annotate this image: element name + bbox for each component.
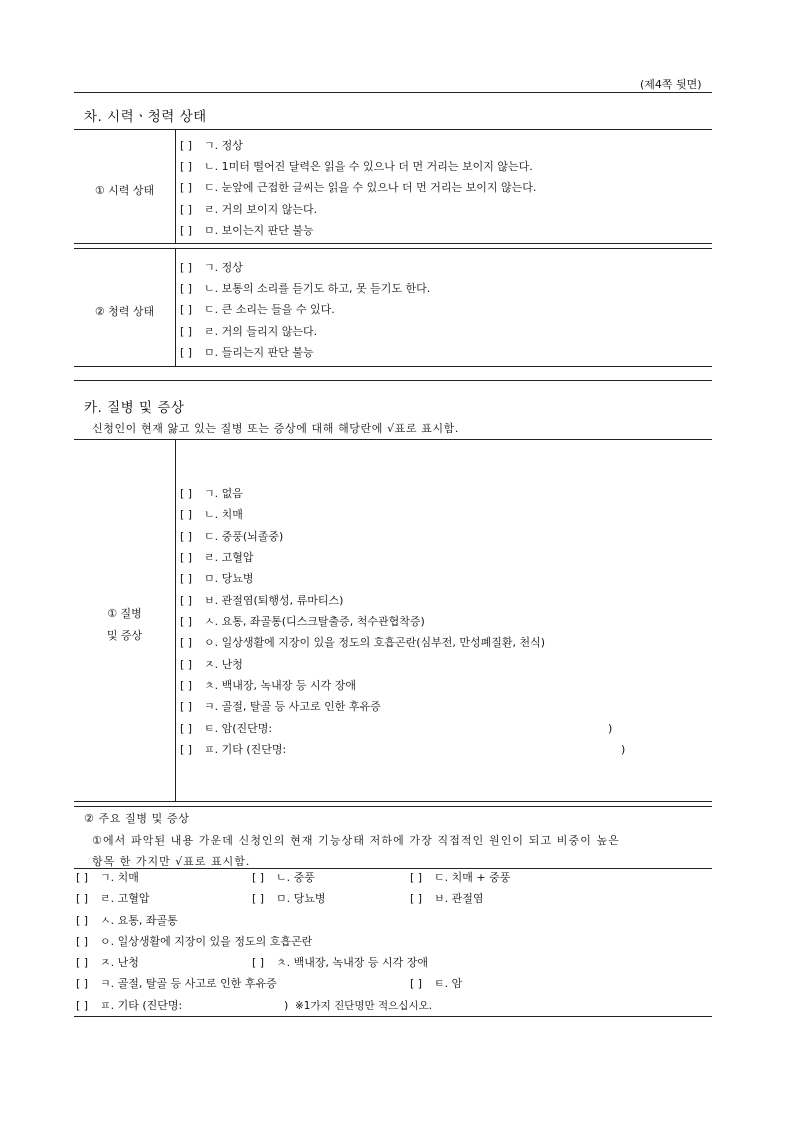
disease-option-cancer[interactable] — [180, 722, 272, 736]
option-label: ㅈ. 난청 — [204, 658, 243, 671]
checkbox[interactable]: [ ] — [180, 325, 193, 338]
disease-option[interactable] — [180, 658, 243, 672]
vision-option[interactable] — [180, 203, 317, 217]
disease-label: ① 질병 — [107, 607, 142, 620]
checkbox[interactable]: [ ] — [180, 530, 193, 543]
option-label: ㅅ. 요통, 좌골통 — [100, 914, 178, 927]
disease-option-other[interactable] — [180, 743, 286, 757]
column-divider — [175, 439, 176, 801]
main-option[interactable] — [410, 977, 462, 991]
option-label: ㅁ. 당뇨병 — [276, 892, 326, 905]
hearing-option[interactable] — [180, 325, 317, 339]
option-label: ㅁ. 들리는지 판단 불능 — [204, 346, 314, 359]
vision-option[interactable] — [180, 224, 314, 238]
option-label: ㅇ. 일상생활에 지장이 있을 정도의 호흡곤란 — [100, 935, 313, 948]
divider — [74, 366, 712, 367]
checkbox[interactable]: [ ] — [180, 487, 193, 500]
option-label: ㅋ. 골절, 탈골 등 사고로 인한 후유증 — [100, 977, 277, 990]
main-option[interactable] — [410, 892, 484, 906]
checkbox[interactable]: [ ] — [180, 181, 193, 194]
checkbox[interactable]: [ ] — [76, 935, 89, 948]
main-option[interactable] — [252, 871, 315, 885]
checkbox[interactable]: [ ] — [180, 160, 193, 173]
main-option-other[interactable] — [76, 999, 182, 1013]
option-label: ㅌ. 암 — [434, 977, 463, 990]
option-label: ㄹ. 고혈압 — [204, 551, 254, 564]
main-option[interactable] — [76, 871, 139, 885]
option-label: ㄱ. 없음 — [204, 487, 243, 500]
section-title-cha: 차. 시력ㆍ청력 상태 — [84, 109, 207, 125]
checkbox[interactable]: [ ] — [180, 346, 193, 359]
option-label: ㅁ. 당뇨병 — [204, 572, 254, 585]
divider — [74, 380, 712, 381]
checkbox[interactable]: [ ] — [180, 615, 193, 628]
checkbox[interactable]: [ ] — [76, 956, 89, 969]
vision-option[interactable] — [180, 181, 536, 195]
disease-option[interactable] — [180, 530, 283, 544]
checkbox[interactable]: [ ] — [76, 892, 89, 905]
option-label: ㅅ. 요통, 좌골통(디스크탈출증, 척수관협착증) — [204, 615, 425, 628]
vision-option[interactable] — [180, 160, 533, 174]
checkbox[interactable]: [ ] — [252, 956, 265, 969]
option-label: ㄷ. 치매 + 중풍 — [434, 871, 511, 884]
main-disease-instruction: 항목 한 가지만 √표로 표시함. — [92, 855, 251, 868]
checkbox[interactable]: [ ] — [76, 977, 89, 990]
main-option[interactable] — [252, 892, 326, 906]
option-label: ㄷ. 눈앞에 근접한 글씨는 읽을 수 있으나 더 먼 거리는 보이지 않는다. — [204, 181, 537, 194]
option-label: ㅊ. 백내장, 녹내장 등 시각 장애 — [276, 956, 428, 969]
checkbox[interactable]: [ ] — [180, 636, 193, 649]
column-divider — [175, 248, 176, 366]
main-option[interactable] — [76, 977, 277, 991]
option-label: ㄴ. 보통의 소리를 듣기도 하고, 못 듣기도 한다. — [204, 282, 431, 295]
option-label: ㅊ. 백내장, 녹내장 등 시각 장애 — [204, 679, 356, 692]
divider — [74, 248, 712, 249]
divider — [74, 806, 712, 807]
checkbox[interactable]: [ ] — [252, 892, 265, 905]
option-label: ㅂ. 관절염 — [434, 892, 484, 905]
hearing-option[interactable] — [180, 303, 335, 317]
hearing-option[interactable] — [180, 261, 243, 275]
option-label: ㅂ. 관절염(퇴행성, 류마티스) — [204, 594, 344, 607]
option-label: ㄷ. 큰 소리는 들을 수 있다. — [204, 303, 335, 316]
option-label: ㄱ. 정상 — [204, 139, 243, 152]
option-label: ㄹ. 거의 들리지 않는다. — [204, 325, 318, 338]
checkbox[interactable]: [ ] — [410, 977, 423, 990]
checkbox[interactable]: [ ] — [180, 679, 193, 692]
close-paren: ) — [608, 722, 613, 735]
vision-label: ① 시력 상태 — [94, 184, 155, 197]
disease-option[interactable] — [180, 615, 425, 629]
disease-option[interactable] — [180, 508, 243, 522]
checkbox[interactable]: [ ] — [76, 871, 89, 884]
divider — [74, 1016, 712, 1017]
option-label: ㄱ. 치매 — [100, 871, 139, 884]
divider — [74, 129, 712, 130]
hearing-option[interactable] — [180, 282, 430, 296]
checkbox[interactable]: [ ] — [180, 261, 193, 274]
checkbox[interactable]: [ ] — [252, 871, 265, 884]
column-divider — [175, 129, 176, 243]
close-paren: ) — [284, 999, 289, 1012]
option-label: ㅌ. 암(진단명: — [204, 722, 273, 735]
section-title-ka: 카. 질병 및 증상 — [84, 400, 185, 416]
disease-option[interactable] — [180, 572, 254, 586]
disease-option[interactable] — [180, 487, 243, 501]
checkbox[interactable]: [ ] — [180, 282, 193, 295]
main-option[interactable] — [410, 871, 510, 885]
main-disease-instruction: ①에서 파악된 내용 가운데 신청인의 현재 기능상태 저하에 가장 직접적인 원인이 되고 비중이 높은 — [92, 834, 621, 847]
option-label: ㅇ. 일상생활에 지장이 있을 정도의 호흡곤란(심부전, 만성폐질환, 천식) — [204, 636, 546, 649]
checkbox[interactable]: [ ] — [180, 743, 193, 756]
disease-option[interactable] — [180, 700, 381, 714]
checkbox[interactable]: [ ] — [410, 892, 423, 905]
main-option[interactable] — [76, 935, 312, 949]
divider — [74, 243, 712, 244]
disease-option[interactable] — [180, 679, 356, 693]
hearing-option[interactable] — [180, 346, 314, 360]
disease-option[interactable] — [180, 551, 254, 565]
checkbox[interactable]: [ ] — [180, 303, 193, 316]
main-option[interactable] — [252, 956, 428, 970]
divider — [74, 801, 712, 802]
checkbox[interactable]: [ ] — [76, 914, 89, 927]
option-label: ㄷ. 중풍(뇌졸중) — [204, 530, 284, 543]
divider — [74, 439, 712, 440]
vision-option[interactable] — [180, 139, 243, 153]
option-label: ㅈ. 난청 — [100, 956, 139, 969]
page-marker: (제4쪽 뒷면) — [640, 78, 702, 91]
option-label: ㄱ. 정상 — [204, 261, 243, 274]
close-paren: ) — [621, 743, 626, 756]
checkbox[interactable]: [ ] — [180, 203, 193, 216]
checkbox[interactable]: [ ] — [180, 139, 193, 152]
main-option[interactable] — [76, 956, 139, 970]
section-instruction: 신청인이 현재 앓고 있는 질병 또는 증상에 대해 해당란에 √표로 표시함. — [92, 422, 459, 435]
checkbox[interactable]: [ ] — [180, 700, 193, 713]
hearing-label: ② 청력 상태 — [94, 305, 155, 318]
disease-label: 및 증상 — [106, 629, 143, 642]
option-label: ㄴ. 중풍 — [276, 871, 315, 884]
divider — [74, 92, 712, 93]
main-disease-title: ② 주요 질병 및 증상 — [84, 812, 190, 825]
checkbox[interactable]: [ ] — [410, 871, 423, 884]
checkbox[interactable]: [ ] — [76, 999, 89, 1012]
divider — [74, 868, 712, 869]
disease-option[interactable] — [180, 594, 343, 608]
option-label: ㄴ. 치매 — [204, 508, 243, 521]
option-label: ㅋ. 골절, 탈골 등 사고로 인한 후유증 — [204, 700, 381, 713]
checkbox[interactable]: [ ] — [180, 658, 193, 671]
disease-option[interactable] — [180, 636, 545, 650]
main-option[interactable] — [76, 914, 178, 928]
checkbox[interactable]: [ ] — [180, 594, 193, 607]
checkbox[interactable]: [ ] — [180, 224, 193, 237]
checkbox[interactable]: [ ] — [180, 508, 193, 521]
option-label: ㅍ. 기타 (진단명: — [100, 999, 183, 1012]
option-label: ㅍ. 기타 (진단명: — [204, 743, 287, 756]
checkbox[interactable]: [ ] — [180, 551, 193, 564]
option-label: ㄹ. 고혈압 — [100, 892, 150, 905]
option-label: ㅁ. 보이는지 판단 불능 — [204, 224, 314, 237]
checkbox[interactable]: [ ] — [180, 722, 193, 735]
option-label: ㄹ. 거의 보이지 않는다. — [204, 203, 318, 216]
footnote: ※1가지 진단명만 적으십시오. — [295, 1000, 433, 1012]
checkbox[interactable]: [ ] — [180, 572, 193, 585]
main-option[interactable] — [76, 892, 150, 906]
option-label: ㄴ. 1미터 떨어진 달력은 읽을 수 있으나 더 먼 거리는 보이지 않는다. — [204, 160, 533, 173]
